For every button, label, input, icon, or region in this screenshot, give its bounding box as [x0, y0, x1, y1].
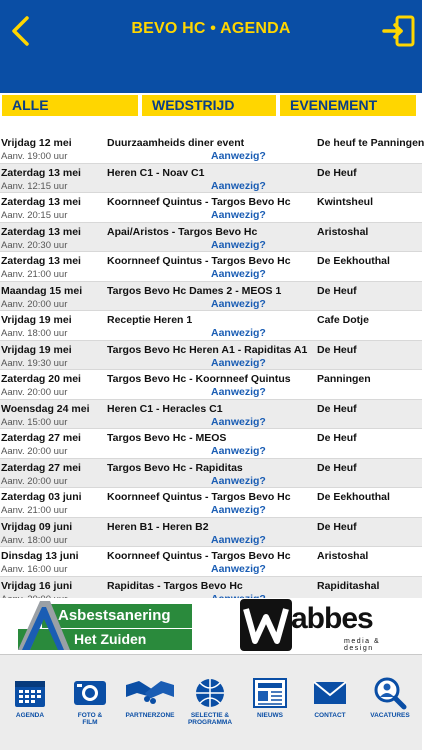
agenda-list[interactable] — [0, 134, 422, 598]
nav-contact[interactable] — [300, 677, 360, 737]
agenda-date: Vrijdag 19 mei — [1, 343, 72, 356]
agenda-date: Vrijdag 16 juni — [1, 579, 73, 592]
agenda-date: Zaterdag 13 mei — [1, 255, 81, 267]
agenda-start-time: Aanv. 21:00 uur — [1, 505, 68, 516]
agenda-location: De Heuf — [317, 432, 357, 444]
nav-vacatures[interactable] — [360, 677, 420, 737]
agenda-start-time: Aanv. 20:30 uur — [1, 239, 68, 251]
agenda-row[interactable] — [0, 252, 422, 282]
agenda-event-title: Targos Bevo Hc - Rapiditas — [107, 461, 243, 474]
agenda-row[interactable] — [0, 282, 422, 312]
newspaper-icon — [252, 677, 288, 709]
nav-partnerzone[interactable] — [120, 677, 180, 737]
nav-foto-film-label: FOTO & FILM — [77, 712, 103, 726]
agenda-event-title: Koornneef Quintus - Targos Bevo Hc — [107, 255, 291, 267]
sponsor-banner[interactable] — [0, 598, 422, 654]
agenda-event-title: Targos Bevo Hc - MEOS — [107, 432, 227, 444]
sponsor-wabbes-tagline: media & design — [344, 638, 381, 652]
agenda-location: De Heuf — [317, 461, 357, 474]
agenda-date: Zaterdag 13 mei — [1, 225, 81, 238]
attend-link[interactable]: Aanwezig? — [211, 356, 266, 369]
sponsor-asbestsanering-region: Het Zuiden — [74, 631, 147, 647]
agenda-row[interactable] — [0, 341, 422, 371]
sponsor-wabbes-name: abbes — [291, 602, 373, 635]
attend-link[interactable]: Aanwezig? — [211, 209, 266, 221]
page-title: BEVO HC • AGENDA — [131, 20, 291, 37]
attend-link[interactable]: Aanwezig? — [211, 533, 266, 546]
agenda-date: Vrijdag 12 mei — [1, 137, 72, 149]
nav-partnerzone-label: PARTNERZONE — [125, 712, 175, 719]
attend-link[interactable]: Aanwezig? — [211, 474, 266, 487]
agenda-row[interactable] — [0, 547, 422, 577]
sponsor-asbestsanering-name: Asbestsanering — [58, 607, 171, 624]
agenda-date: Vrijdag 19 mei — [1, 314, 72, 326]
agenda-row[interactable] — [0, 223, 422, 253]
agenda-start-time: Aanv. 19:30 uur — [1, 357, 68, 369]
agenda-date: Zaterdag 27 mei — [1, 432, 81, 444]
agenda-location: De Heuf — [317, 284, 357, 297]
agenda-start-time: Aanv. 20:00 uur — [1, 298, 68, 310]
agenda-start-time: Aanv. 15:00 uur — [1, 416, 68, 428]
attend-link[interactable]: Aanwezig? — [211, 268, 266, 280]
attend-link[interactable]: Aanwezig? — [211, 327, 266, 339]
agenda-event-title: Heren B1 - Heren B2 — [107, 520, 209, 533]
agenda-event-title: Koornneef Quintus - Targos Bevo Hc — [107, 550, 291, 562]
attend-link[interactable]: Aanwezig? — [211, 179, 266, 192]
bottom-navigation — [0, 654, 422, 750]
agenda-location: De Heuf — [317, 166, 357, 179]
agenda-start-time: Aanv. 19:00 uur — [1, 151, 68, 162]
agenda-date: Zaterdag 27 mei — [1, 461, 81, 474]
agenda-row[interactable] — [0, 429, 422, 459]
nav-nieuws[interactable] — [240, 677, 300, 737]
sponsor-wabbes-logo — [240, 599, 292, 651]
agenda-event-title: Targos Bevo Hc Heren A1 - Rapiditas A1 — [107, 343, 308, 356]
agenda-start-time: Aanv. 20:00 uur — [1, 446, 68, 457]
agenda-date: Dinsdag 13 juni — [1, 550, 79, 562]
agenda-location: Cafe Dotje — [317, 314, 369, 326]
filter-tabs — [0, 93, 422, 119]
agenda-row[interactable] — [0, 459, 422, 489]
agenda-row[interactable] — [0, 488, 422, 518]
agenda-event-title: Heren C1 - Noav C1 — [107, 166, 205, 179]
agenda-start-time: Aanv. 16:00 uur — [1, 564, 68, 575]
nav-foto-film[interactable] — [60, 677, 120, 737]
nav-contact-label: CONTACT — [314, 712, 346, 719]
sponsor-wabbes[interactable] — [240, 599, 400, 651]
agenda-location: De Heuf — [317, 402, 357, 415]
agenda-date: Zaterdag 20 mei — [1, 373, 81, 385]
sign-in-button[interactable] — [382, 14, 416, 48]
agenda-row[interactable] — [0, 134, 422, 164]
agenda-date: Woensdag 24 mei — [1, 402, 90, 415]
nav-agenda[interactable] — [0, 677, 60, 737]
agenda-start-time: Aanv. 20:00 uur — [1, 475, 68, 487]
agenda-date: Vrijdag 09 juni — [1, 520, 73, 533]
sponsor-asbestsanering[interactable] — [18, 599, 193, 651]
agenda-date: Zaterdag 13 mei — [1, 166, 81, 179]
agenda-event-title: Heren C1 - Heracles C1 — [107, 402, 223, 415]
agenda-location: Aristoshal — [317, 225, 369, 238]
envelope-icon — [312, 677, 348, 709]
calendar-icon — [13, 677, 47, 709]
agenda-date: Zaterdag 03 juni — [1, 491, 82, 503]
agenda-location: De Heuf — [317, 343, 357, 356]
agenda-date: Zaterdag 13 mei — [1, 196, 81, 208]
nav-nieuws-label: NIEUWS — [257, 712, 283, 719]
attend-link[interactable]: Aanwezig? — [211, 297, 266, 310]
agenda-location: Aristoshal — [317, 550, 369, 562]
agenda-row[interactable] — [0, 164, 422, 194]
agenda-location: Rapiditashal — [317, 579, 380, 592]
agenda-event-title: Targos Bevo Hc Dames 2 - MEOS 1 — [107, 284, 282, 297]
agenda-location: Panningen — [317, 373, 371, 385]
magnifier-person-icon — [372, 677, 408, 709]
agenda-event-title: Receptie Heren 1 — [107, 314, 193, 326]
attend-link[interactable]: Aanwezig? — [211, 563, 266, 575]
agenda-row[interactable] — [0, 193, 422, 223]
agenda-location: De Eekhouthal — [317, 491, 390, 503]
agenda-location: De heuf te Panningen — [317, 137, 424, 149]
agenda-start-time: Aanv. 20:15 uur — [1, 210, 68, 221]
agenda-event-title: Koornneef Quintus - Targos Bevo Hc — [107, 491, 291, 503]
sign-in-door-icon — [382, 14, 416, 48]
agenda-row[interactable] — [0, 400, 422, 430]
nav-vacatures-label: VACATURES — [370, 712, 410, 719]
agenda-row[interactable] — [0, 518, 422, 548]
attend-link[interactable]: Aanwezig? — [211, 504, 266, 516]
agenda-location: Kwintsheul — [317, 196, 374, 208]
agenda-event-title: Apai/Aristos - Targos Bevo Hc — [107, 225, 258, 238]
attend-link[interactable]: Aanwezig? — [211, 445, 266, 457]
nav-selectie-programma-label: SELECTIE & PROGRAMMA — [187, 712, 233, 726]
agenda-event-title: Targos Bevo Hc - Koornneef Quintus — [107, 373, 291, 385]
attend-link[interactable]: Aanwezig? — [211, 386, 266, 398]
attend-link[interactable]: Aanwezig? — [211, 415, 266, 428]
nav-agenda-label: AGENDA — [15, 712, 45, 719]
agenda-start-time: Aanv. 18:00 uur — [1, 534, 68, 546]
app-header — [0, 0, 422, 93]
agenda-date: Maandag 15 mei — [1, 284, 83, 297]
agenda-start-time: Aanv. 20:00 uur — [1, 387, 68, 398]
agenda-event-title: Duurzaamheids diner event — [107, 137, 245, 149]
agenda-location: De Eekhouthal — [317, 255, 390, 267]
handshake-icon — [125, 677, 175, 709]
camera-icon — [73, 677, 107, 709]
agenda-start-time: Aanv. 18:00 uur — [1, 328, 68, 339]
tab-wedstrijd[interactable]: WEDSTRIJD — [142, 95, 276, 116]
handball-icon — [194, 677, 226, 709]
agenda-event-title: Rapiditas - Targos Bevo Hc — [107, 579, 243, 592]
tab-evenement[interactable]: EVENEMENT — [280, 95, 416, 116]
agenda-start-time: Aanv. 21:00 uur — [1, 269, 68, 280]
attend-link[interactable]: Aanwezig? — [211, 150, 266, 162]
agenda-event-title: Koornneef Quintus - Targos Bevo Hc — [107, 196, 291, 208]
agenda-row[interactable] — [0, 370, 422, 400]
tab-alle[interactable]: ALLE — [2, 95, 138, 116]
nav-selectie-programma[interactable] — [180, 677, 240, 737]
agenda-location: De Heuf — [317, 520, 357, 533]
attend-link[interactable]: Aanwezig? — [211, 238, 266, 251]
agenda-row[interactable] — [0, 311, 422, 341]
agenda-start-time: Aanv. 12:15 uur — [1, 180, 68, 192]
